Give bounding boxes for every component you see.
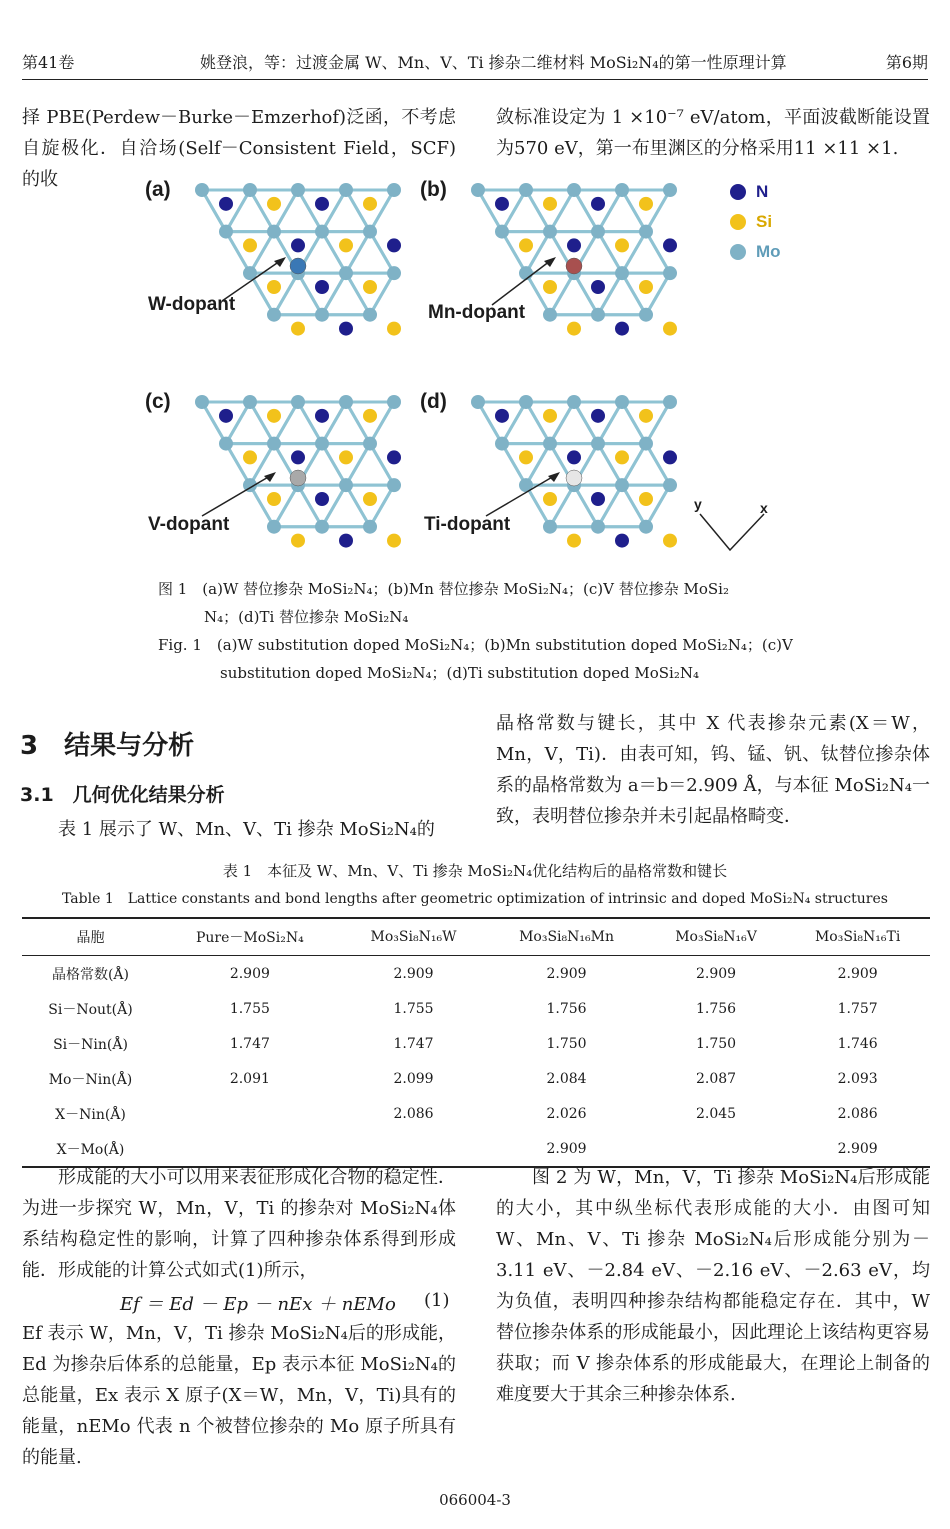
figure-caption-cn-2: N₄；(d)Ti 替位掺杂 MoSi₂N₄ — [204, 608, 409, 626]
table-row — [22, 956, 930, 992]
table-header-cell: Mo₃Si₈N₁₆V — [647, 918, 786, 956]
axis-x-label: x — [760, 500, 768, 516]
n-atom-icon — [730, 184, 746, 200]
table-row-label: X－Mo(Å) — [22, 1131, 159, 1167]
header-rule — [22, 79, 928, 80]
table-cell: 1.756 — [695, 1000, 737, 1017]
legend-mo: Mo — [730, 242, 781, 262]
table-row — [22, 991, 930, 1026]
table-cell: 2.084 — [546, 1070, 587, 1087]
table-header-cell: Mo₃Si₈N₁₆Mn — [486, 918, 646, 956]
panel-a-label: (a) — [145, 178, 171, 201]
body-left-2: Ef 表示 W，Mn，V，Ti 掺杂 MoSi₂N₄后的形成能，Ed 为掺杂后体系的总能量，Ep 表示本征 MoSi₂N₄的总能量，Ex 表示 X 原子(X＝W，Mn，V，Ti)具有的能量，nEMo 代表 n 个被替位掺杂的 Mo 原子所具有的能量. — [22, 1323, 456, 1468]
table-cell: 1.746 — [837, 1035, 878, 1052]
body-left-1: 形成能的大小可以用来表征形成化合物的稳定性．为进一步探究 W，Mn，V，Ti 的掺杂对 MoSi₂N₄体系结构稳定性的影响，计算了四种掺杂体系得到形成能．形成能的计算公式如式(1)所示， — [22, 1167, 456, 1281]
table-cell: 2.091 — [229, 1070, 270, 1087]
table-cell: 1.755 — [393, 1000, 434, 1017]
figure-caption-cn-1: 图 1 (a)W 替位掺杂 MoSi₂N₄；(b)Mn 替位掺杂 MoSi₂N₄；(c)V 替位掺杂 MoSi₂ — [158, 580, 729, 598]
subsection-heading: 3.1 几何优化结果分析 — [20, 784, 225, 806]
top-text-left: 择 PBE(Perdew－Burke－Emzerhof)泛函，不考虑自旋极化．自洽场(Self－Consistent Field，SCF)的收 — [22, 107, 456, 190]
table-cell: 1.747 — [393, 1035, 434, 1052]
panel-c-dopant-label: V-dopant — [148, 514, 230, 535]
table-cell: 2.909 — [785, 1131, 930, 1167]
table-row-label: X－Nin(Å) — [55, 1106, 126, 1123]
mo-atom-icon — [730, 244, 746, 260]
table-cell: 1.750 — [546, 1035, 587, 1052]
table-cell: 1.755 — [229, 1000, 270, 1017]
table-row — [22, 1096, 930, 1131]
table-cell: 2.026 — [546, 1105, 587, 1122]
panel-a-dopant-label: W-dopant — [148, 294, 236, 315]
equation-1: Ef ＝ Ed － Ep － nEx ＋ nEMo — [120, 1294, 396, 1315]
table-header-cell: 晶胞 — [22, 918, 159, 956]
table-cell: 1.757 — [837, 1000, 878, 1017]
table-cell: 2.909 — [695, 965, 737, 982]
table-caption-en: Table 1 Lattice constants and bond lengths after geometric optimization of intrinsic and doped MoSi₂N₄ structures — [62, 891, 888, 907]
panel-d-arrow — [484, 470, 564, 520]
table-row — [22, 1061, 930, 1096]
table-cell: 1.750 — [695, 1035, 737, 1052]
table-caption-cn: 表 1 本征及 W、Mn、V、Ti 掺杂 MoSi₂N₄优化结构后的晶格常数和键长 — [222, 862, 728, 880]
table-cell: 2.093 — [837, 1070, 878, 1087]
axis-indicator — [692, 500, 782, 560]
table-cell — [159, 1096, 341, 1131]
figure-caption-en-1: Fig. 1 (a)W substitution doped MoSi₂N₄；(b)Mn substitution doped MoSi₂N₄；(c)V — [158, 636, 793, 654]
table-cell: 2.909 — [837, 965, 878, 982]
table-cell: 2.086 — [393, 1105, 434, 1122]
table-cell: 2.086 — [837, 1105, 878, 1122]
equation-number: (1) — [424, 1290, 450, 1311]
issue-label: 第6期 — [885, 53, 928, 72]
panel-b-label: (b) — [420, 178, 447, 201]
panel-b-arrow — [490, 255, 560, 310]
table-header-cell: Mo₃Si₈N₁₆W — [341, 918, 487, 956]
table-cell: 1.756 — [546, 1000, 587, 1017]
top-text-right: 敛标准设定为 1 ×10⁻⁷ eV/atom，平面波截断能设置为570 eV，第一布里渊区的分格采用11 ×11 ×1. — [496, 107, 930, 159]
running-title: 姚登浪，等：过渡金属 W、Mn、V、Ti 掺杂二维材料 MoSi₂N₄的第一性原理计算 — [200, 53, 787, 72]
table-cell: 2.087 — [695, 1070, 737, 1087]
table-cell: 2.909 — [229, 965, 270, 982]
legend-si: Si — [730, 212, 772, 232]
panel-a-arrow — [220, 255, 290, 305]
table-cell: 2.099 — [393, 1070, 434, 1087]
table-header-cell: Mo₃Si₈N₁₆Ti — [785, 918, 930, 956]
table-header-row — [22, 918, 930, 956]
legend-n: N — [730, 182, 768, 202]
panel-c-label: (c) — [145, 390, 171, 413]
table-row-label: 晶格常数(Å) — [51, 966, 130, 983]
table-cell: 2.909 — [486, 1131, 646, 1167]
table-row — [22, 1026, 930, 1061]
panel-d-label: (d) — [420, 390, 447, 413]
figure-caption-en-2: substitution doped MoSi₂N₄；(d)Ti substitution doped MoSi₂N₄ — [220, 664, 699, 682]
table-row-label: Mo－Nin(Å) — [48, 1071, 133, 1088]
si-atom-icon — [730, 214, 746, 230]
page-number: 066004-3 — [439, 1491, 511, 1509]
section-left-para: 表 1 展示了 W、Mn、V、Ti 掺杂 MoSi₂N₄的 — [58, 819, 435, 840]
axis-y-label: y — [694, 496, 702, 512]
table-row-label: Si－Nin(Å) — [53, 1036, 128, 1053]
section-right-para: 晶格常数与键长，其中 X 代表掺杂元素(X＝W，Mn，V，Ti)．由表可知，钨、锰、钒、钛替位掺杂体系的晶格常数为 a＝b＝2.909 Å，与本征 MoSi₂N₄一致，表明替位掺杂并未引起晶格畸变． — [496, 713, 930, 827]
table-cell: 2.909 — [393, 965, 434, 982]
volume-label: 第41卷 — [22, 53, 75, 72]
lattice-table — [22, 917, 930, 1168]
table-row-label: Si－Nout(Å) — [48, 1001, 133, 1018]
table-cell: 2.909 — [546, 965, 587, 982]
panel-c-arrow — [200, 470, 280, 520]
panel-d-dopant-label: Ti-dopant — [424, 514, 511, 535]
table-cell: 2.045 — [695, 1105, 737, 1122]
table-cell: 1.747 — [229, 1035, 270, 1052]
section-heading: 3 结果与分析 — [20, 731, 195, 761]
table-header-cell: Pure－MoSi₂N₄ — [159, 918, 341, 956]
body-right-1: 图 2 为 W，Mn，V，Ti 掺杂 MoSi₂N₄后形成能的大小，其中纵坐标代表形成能的大小．由图可知 W、Mn、V、Ti 掺杂 MoSi₂N₄后形成能分别为－3.11 eV、－2.84 eV、－2.16 eV、－2.63 eV，均为负值，表明四种掺杂结构都能稳定存在．其中，W 替位掺杂体系的形成能最小，因此理论上该结构更容易获取；而 V 掺杂体系的形成能最大，在理论上制备的难度要大于其余三种掺杂体系. — [496, 1167, 930, 1405]
panel-b-dopant-label: Mn-dopant — [428, 302, 526, 323]
